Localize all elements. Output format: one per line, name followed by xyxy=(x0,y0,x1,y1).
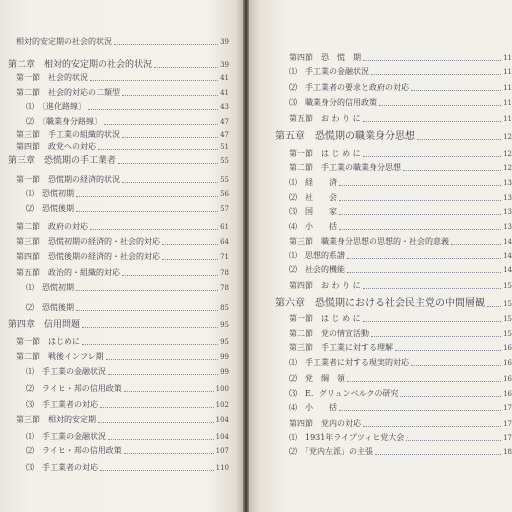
toc-entry-title: ⑴ 恐慌初期 xyxy=(26,189,74,198)
toc-page-number: 14 xyxy=(503,252,512,260)
toc-entry-title: 第二節 党の情宣活動 xyxy=(289,329,369,338)
toc-entry xyxy=(26,282,229,294)
dot-leader xyxy=(82,326,218,328)
toc-entry xyxy=(289,66,512,78)
toc-entry xyxy=(16,141,229,153)
dot-leader xyxy=(363,425,501,427)
toc-entry-title: 第二節 手工業の職業身分思想 xyxy=(289,163,401,172)
toc-entry xyxy=(26,101,229,113)
toc-entry xyxy=(289,418,512,430)
dot-leader xyxy=(375,453,501,455)
toc-entry xyxy=(289,82,512,94)
dot-leader xyxy=(451,243,501,245)
toc-page-number: 11 xyxy=(503,54,512,62)
dot-leader xyxy=(411,89,501,91)
dot-leader xyxy=(403,169,501,171)
toc-page-number: 95 xyxy=(220,338,229,346)
toc-entry-title: 第三節 手工業に対する理解 xyxy=(289,343,393,352)
toc-page-number: 13 xyxy=(503,223,512,231)
toc-page-number: 110 xyxy=(215,464,229,472)
toc-entry xyxy=(16,351,229,363)
toc-page-number: 57 xyxy=(220,205,229,213)
toc-entry xyxy=(275,130,512,144)
toc-entry-title: ⑵ 党 綱 領 xyxy=(289,374,345,383)
toc-entry xyxy=(26,366,229,378)
dot-leader xyxy=(124,452,214,454)
toc-page-number: 16 xyxy=(503,344,512,352)
toc-entry-title: ⑶ 国 家 xyxy=(289,207,337,216)
dot-leader xyxy=(76,309,218,311)
dot-leader xyxy=(82,343,218,345)
toc-page-number: 18 xyxy=(503,448,512,456)
toc-entry-title: 第三節 職業身分思想の思想的・社会的意義 xyxy=(289,237,449,246)
toc-page-number: 47 xyxy=(220,131,229,139)
toc-entry-title: 第四節 恐慌後期の経済的・社会的対応 xyxy=(16,252,160,261)
toc-entry-title: ⑶ 手工業者の対応 xyxy=(26,400,98,409)
left-toc-page xyxy=(0,0,243,512)
toc-entry-title: ⑴ 1931年ライプツィヒ党大会 xyxy=(289,433,405,442)
toc-page-number: 104 xyxy=(215,433,229,441)
toc-page-number: 13 xyxy=(503,179,512,187)
toc-entry-title: ⑵ 手工業者の要求と政府の対応 xyxy=(289,83,409,92)
dot-leader xyxy=(363,155,501,157)
toc-entry-title: 第二節 政府の対応 xyxy=(16,222,88,231)
toc-entry xyxy=(26,399,229,411)
toc-entry xyxy=(289,177,512,189)
toc-page-number: 61 xyxy=(220,223,229,231)
dot-leader xyxy=(76,210,218,212)
toc-page-number: 104 xyxy=(215,416,229,424)
toc-page-number: 55 xyxy=(220,157,229,165)
toc-entry-title: ⑷ 小 括 xyxy=(289,222,337,231)
toc-entry xyxy=(289,192,512,204)
toc-entry-title: 第二章 相対的安定期の社会的状況 xyxy=(8,60,153,70)
toc-entry-title: 第四節 恐 慌 期 xyxy=(289,53,361,62)
toc-entry-title: ⑵ 恐慌後期 xyxy=(26,204,74,213)
dot-leader xyxy=(339,213,501,215)
toc-entry xyxy=(8,59,229,71)
toc-page-number: 99 xyxy=(220,353,229,361)
toc-entry xyxy=(26,302,229,314)
toc-entry xyxy=(16,414,229,426)
toc-page-number: 11 xyxy=(503,115,512,123)
toc-entry-title: 第一節 社会的状況 xyxy=(16,73,88,82)
toc-entry xyxy=(289,264,512,276)
toc-page-number: 78 xyxy=(220,284,229,292)
toc-entry xyxy=(16,236,229,248)
toc-entry xyxy=(289,206,512,218)
dot-leader xyxy=(122,274,218,276)
toc-entry-title: ⑵ 社会的機能 xyxy=(289,265,345,274)
dot-leader xyxy=(88,108,218,110)
toc-page-number: 11 xyxy=(503,99,512,107)
toc-entry-title: 第一節 は じ め に xyxy=(289,149,361,158)
toc-entry-title: 第一節 は じ め に xyxy=(289,314,361,323)
toc-entry xyxy=(16,129,229,141)
dot-leader xyxy=(90,79,218,81)
toc-page-number: 43 xyxy=(220,103,229,111)
dot-leader xyxy=(339,184,501,186)
toc-entry xyxy=(16,72,229,84)
toc-page-number: 16 xyxy=(503,390,512,398)
toc-entry-title: 第二節 戦後インフレ期 xyxy=(16,352,104,361)
toc-entry-title: 第五節 お わ り に xyxy=(289,114,361,123)
toc-entry xyxy=(16,221,229,233)
toc-page-number: 13 xyxy=(503,194,512,202)
toc-entry-title: ⑵ 社 会 xyxy=(289,193,337,202)
toc-page-number: 41 xyxy=(220,74,229,82)
toc-page-number: 99 xyxy=(220,368,229,376)
toc-entry-title: ⑶ 職業身分的信用政策 xyxy=(289,98,377,107)
toc-entry xyxy=(289,446,512,458)
toc-page-number: 11 xyxy=(503,84,512,92)
toc-entry-title: ⑶ 手工業者の対応 xyxy=(26,463,98,472)
dot-leader xyxy=(114,43,218,45)
dot-leader xyxy=(339,199,501,201)
toc-page-number: 47 xyxy=(220,118,229,126)
toc-entry-title: 相対的安定期の社会的状況 xyxy=(16,37,112,46)
toc-page-number: 64 xyxy=(220,238,229,246)
toc-entry-title: ⑵ 〔職業身分路線〕 xyxy=(26,117,102,126)
dot-leader xyxy=(122,94,218,96)
dot-leader xyxy=(162,243,218,245)
dot-leader xyxy=(371,335,501,337)
toc-entry xyxy=(289,357,512,369)
toc-entry-title: ⑴ 手工業の金融状況 xyxy=(26,367,106,376)
toc-entry-title: 第四節 政党への対応 xyxy=(16,142,96,151)
toc-entry xyxy=(289,342,512,354)
toc-entry xyxy=(275,297,512,311)
toc-entry-title: 第二節 社会的対応の二類型 xyxy=(16,88,120,97)
dot-leader xyxy=(154,66,218,68)
toc-page-number: 17 xyxy=(503,404,512,412)
toc-page-number: 12 xyxy=(503,164,512,172)
toc-page-number: 95 xyxy=(220,321,229,329)
right-toc-page xyxy=(249,0,512,512)
dot-leader xyxy=(379,104,501,106)
toc-entry xyxy=(16,267,229,279)
toc-entry xyxy=(16,36,229,48)
toc-page-number: 78 xyxy=(220,269,229,277)
toc-entry-title: 第四節 党内の対応 xyxy=(289,419,361,428)
dot-leader xyxy=(90,228,218,230)
dot-leader xyxy=(487,305,501,307)
toc-entry-title: 第一節 恐慌期の経済的状況 xyxy=(16,175,120,184)
dot-leader xyxy=(339,409,501,411)
dot-leader xyxy=(347,380,501,382)
dot-leader xyxy=(108,373,218,375)
toc-entry xyxy=(26,203,229,215)
dot-leader xyxy=(363,59,501,61)
toc-page-number: 100 xyxy=(215,385,229,393)
toc-page-number: 16 xyxy=(503,375,512,383)
toc-page-number: 12 xyxy=(503,133,512,141)
toc-entry xyxy=(8,319,229,331)
toc-entry xyxy=(16,87,229,99)
dot-leader xyxy=(347,271,501,273)
dot-leader xyxy=(395,349,501,351)
toc-page-number: 15 xyxy=(503,282,512,290)
toc-page-number: 41 xyxy=(220,89,229,97)
toc-entry xyxy=(26,116,229,128)
toc-entry-title: ⑵ ライヒ・邦の信用政策 xyxy=(26,384,122,393)
toc-page-number: 51 xyxy=(220,143,229,151)
toc-entry xyxy=(289,328,512,340)
toc-page-number: 39 xyxy=(220,61,229,69)
toc-entry xyxy=(289,52,512,64)
toc-entry-title: 第一節 はじめに xyxy=(16,337,80,346)
toc-page-number: 56 xyxy=(220,190,229,198)
dot-leader xyxy=(106,358,218,360)
toc-entry-title: 第四章 信用問題 xyxy=(8,320,81,330)
toc-entry-title: 第六章 恐慌期における社会民主党の中間層観 xyxy=(275,298,485,309)
toc-page-number: 14 xyxy=(503,238,512,246)
dot-leader xyxy=(347,257,501,259)
dot-leader xyxy=(104,123,218,125)
toc-entry xyxy=(289,236,512,248)
toc-entry xyxy=(289,432,512,444)
toc-entry xyxy=(16,251,229,263)
toc-entry-title: ⑴ 手工業者に対する現実的対応 xyxy=(289,358,409,367)
dot-leader xyxy=(339,228,501,230)
toc-page-number: 15 xyxy=(503,315,512,323)
dot-leader xyxy=(122,181,218,183)
toc-entry-title: ⑵ ライヒ・邦の信用政策 xyxy=(26,446,122,455)
dot-leader xyxy=(411,364,501,366)
toc-entry-title: ⑵ 恐慌後期 xyxy=(26,303,74,312)
dot-leader xyxy=(98,148,218,150)
dot-leader xyxy=(76,195,218,197)
toc-entry-title: 第四節 お わ り に xyxy=(289,281,361,290)
dot-leader xyxy=(100,469,214,471)
toc-entry-title: 第三節 相対的安定期 xyxy=(16,415,96,424)
toc-entry-title: 第三章 恐慌期の手工業者 xyxy=(8,156,117,166)
toc-page-number: 11 xyxy=(503,68,512,76)
dot-leader xyxy=(108,438,214,440)
toc-page-number: 55 xyxy=(220,176,229,184)
toc-page-number: 102 xyxy=(215,401,229,409)
toc-entry xyxy=(26,462,229,474)
dot-leader xyxy=(162,258,218,260)
toc-entry xyxy=(26,431,229,443)
toc-entry-title: ⑴ 恐慌初期 xyxy=(26,283,74,292)
toc-page-number: 14 xyxy=(503,266,512,274)
toc-entry xyxy=(289,162,512,174)
toc-page-number: 16 xyxy=(503,359,512,367)
toc-page-number: 107 xyxy=(215,447,229,455)
toc-entry-title: ⑶ E．グリュンベルクの研究 xyxy=(289,389,399,398)
toc-entry xyxy=(26,188,229,200)
toc-entry-title: 第五章 恐慌期の職業身分思想 xyxy=(275,131,415,142)
dot-leader xyxy=(400,395,501,397)
dot-leader xyxy=(363,287,501,289)
toc-page-number: 17 xyxy=(503,434,512,442)
toc-entry-title: ⑴ 〔進化路線〕 xyxy=(26,102,86,111)
toc-entry-title: ⑵ 「党内左派」の主張 xyxy=(289,447,373,456)
toc-entry xyxy=(289,250,512,262)
toc-page-number: 39 xyxy=(220,38,229,46)
toc-entry xyxy=(26,445,229,457)
dot-leader xyxy=(124,390,214,392)
toc-page-number: 85 xyxy=(220,304,229,312)
toc-entry-title: ⑴ 手工業の金融状況 xyxy=(289,67,369,76)
dot-leader xyxy=(100,406,214,408)
toc-entry xyxy=(8,155,229,167)
dot-leader xyxy=(363,320,501,322)
toc-entry xyxy=(289,388,512,400)
toc-entry xyxy=(26,383,229,395)
toc-page-number: 13 xyxy=(503,208,512,216)
toc-entry-title: 第三節 恐慌初期の経済的・社会的対応 xyxy=(16,237,160,246)
toc-entry-title: ⑴ 思想的系譜 xyxy=(289,251,345,260)
toc-entry-title: ⑴ 経 済 xyxy=(289,178,337,187)
dot-leader xyxy=(98,421,214,423)
toc-entry xyxy=(289,97,512,109)
toc-page-number: 17 xyxy=(503,420,512,428)
dot-leader xyxy=(417,138,501,140)
toc-entry-title: 第三節 手工業の組織的状況 xyxy=(16,130,120,139)
toc-entry xyxy=(289,313,512,325)
toc-entry-title: 第五節 政治的・組織的対応 xyxy=(16,268,120,277)
toc-entry xyxy=(16,336,229,348)
dot-leader xyxy=(371,73,501,75)
dot-leader xyxy=(76,289,218,291)
dot-leader xyxy=(118,162,218,164)
toc-entry xyxy=(289,113,512,125)
dot-leader xyxy=(406,439,501,441)
toc-page-number: 15 xyxy=(503,300,512,308)
toc-page-number: 12 xyxy=(503,150,512,158)
toc-page-number: 71 xyxy=(220,253,229,261)
toc-entry-title: ⑷ 小 括 xyxy=(289,403,337,412)
dot-leader xyxy=(122,136,218,138)
toc-entry xyxy=(289,402,512,414)
toc-entry xyxy=(289,280,512,292)
toc-entry-title: ⑴ 手工業の金融状況 xyxy=(26,432,106,441)
toc-page-number: 15 xyxy=(503,330,512,338)
toc-entry xyxy=(16,174,229,186)
toc-entry xyxy=(289,373,512,385)
toc-entry xyxy=(289,148,512,160)
dot-leader xyxy=(363,120,501,122)
toc-entry xyxy=(289,221,512,233)
